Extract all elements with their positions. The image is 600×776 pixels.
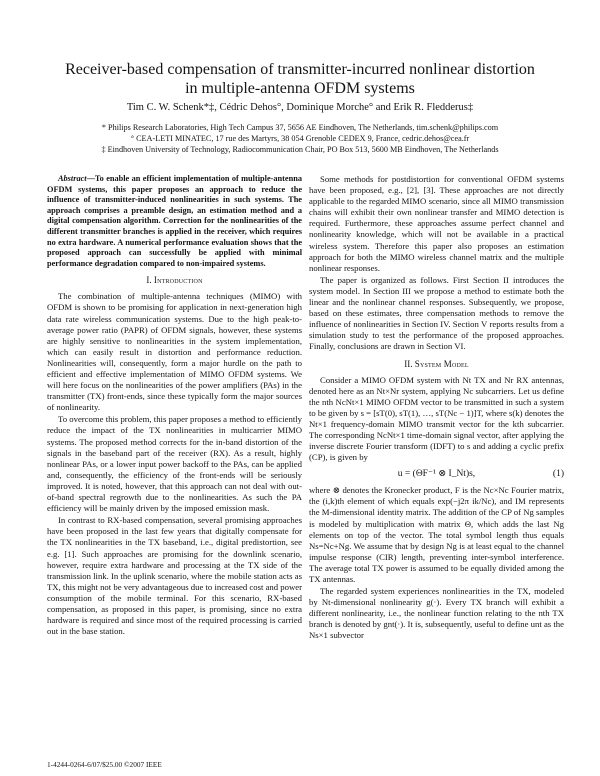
system-model-paragraph-2: where ⊗ denotes the Kronecker product, F is the Nc×Nc Fourier matrix, the (i,k)th element of which equals exp(−j2π ik/Nc), and IM represents the M-dimensional identity matrix. The addition of the CP of Ng samples is modeled by multiplication with matrix Θ, which adds the last Ng elements on top of the vector. The total symbol length thus equals Ns=Nc+Ng. We assume that by design Ng is at least equal to the channel impulse response (CIR) length, preventing inter-symbol interference. The average total TX power is assumed to be equally divided among the TX antennas. [309,485,564,584]
abstract [47,174,302,269]
affiliation-cea-leti: ° CEA-LETI MINATEC, 17 rue des Martyrs, 38 054 Grenoble CEDEX 9, France, cedric.dehos@cea.fr [130,134,470,143]
left-column [47,174,302,637]
intro-paragraph-1: The combination of multiple-antenna techniques (MIMO) with OFDM is shown to be promising for application in next-generation high data rate wireless communication systems. Due to the high peak-to-average power ratio (PAPR) of OFDM signals, however, these systems are highly sensitive to nonlinearities in the system implementation, which can easily result in distortion and performance reduction. Nonlinearities will, consequently, form a major hurdle on the path to efficient and effective implementation of MIMO OFDM systems. We will here focus on the nonlinearities of the power amplifiers (PAs) in the transmitter (TX) front-ends, since these typically form the major sources of nonlinearity. [47,291,302,413]
copyright-footer: 1-4244-0264-6/07/$25.00 ©2007 IEEE [47,760,162,769]
section-number: II. [404,358,413,369]
equation-1 [309,468,564,480]
author-list: Tim C. W. Schenk*‡, Cédric Dehos°, Dominique Morche° and Erik R. Fledderus‡ [126,102,474,113]
intro-paragraph-4: Some methods for postdistortion for conventional OFDM systems have been proposed, e.g., [2], [3]. These approaches are not directly applicable to the regarded MIMO scenario, since all MIMO transmission chains will exhibit their own nonlinear transfer and MIMO detection is required. Furthermore, these approaches assume perfect channel and nonlinearity knowledge, which will not be available in a practical wireless system. Therefore this paper also proposes an estimation approach for both the MIMO wireless channel matrix and the multiple nonlinear responses. [309,174,564,273]
affiliation-tue: ‡ Eindhoven University of Technology, Radiocommunication Chair, PO Box 513, 5600 MB Eindhoven, The Netherlands [101,145,499,154]
affiliation-philips: * Philips Research Laboratories, High Tech Campus 37, 5656 AE Eindhoven, The Netherlands, tim.schenk@philips.com [101,123,499,132]
section-heading-introduction [47,275,302,286]
system-model-paragraph-1: Consider a MIMO OFDM system with Nt TX and Nr RX antennas, denoted here as an Nt×Nr system, applying Nc subcarriers. Let us define the nth NcNt×1 MIMO OFDM vector to be transmitted in such a system to be given by s = [sT(0), sT(1), …, sT(Nc − 1)]T, where s(k) denotes the Nt×1 frequency-domain MIMO transmit vector for the kth subcarrier. The corresponding NcNt×1 time-domain signal vector, after applying the inverse discrete Fourier transform (IDFT) to s and adding a cyclic prefix (CP), is given by [309,374,564,463]
equation-body: u = (ΘF⁻¹ ⊗ I_Nt)s, [397,469,476,480]
section-title: Introduction [153,275,203,286]
abstract-text: —To enable an efficient implementation of multiple-antenna OFDM systems, this paper proposes an approach to reduce the influence of transmitter-induced nonlinearities in such systems. The approach comprises a preamble design, an estimation method and a digital compensation algorithm. Correction for the nonlinearities of the different transmitter branches is applied in the receiver, which requires no extra hardware. A numerical performance evaluation shows that the proposed approach can successfully be applied with minimal performance degradation compared to non-impaired systems. [47,174,302,268]
section-title: System Model [414,358,469,369]
intro-paragraph-5: The paper is organized as follows. First Section II introduces the system model. In Section III we propose a method to estimate both the linear and the nonlinear channel responses. Subsequently, we propose, based on these estimates, three compensation methods to remove the influence of nonlinearities in Section IV. Section V reports results from a simulation study to test the performance of the proposed approaches. Finally, conclusions are drawn in Section VI. [309,274,564,352]
equation-number: (1) [552,469,564,480]
intro-paragraph-3: In contrast to RX-based compensation, several promising approaches have been proposed in the last few years that digitally compensate for the TX nonlinearities in the TX baseband, i.e., digital predistortion, see e.g. [1]. Such approaches are promising for the downlink scenario, however, require extra hardware and processing at the TX side of the transmission link. In the uplink scenario, where the mobile station acts as TX, this might not be very advantageous due to increased cost and power consumption of the mobile terminal. For this scenario, RX-based compensation, as proposed in this paper, is promising, since no extra hardware is required and since most of the required processing is carried out in the base station. [47,515,303,637]
intro-paragraph-2: To overcome this problem, this paper proposes a method to efficiently reduce the impact of the TX nonlinearities in multicarrier MIMO systems. The proposed method corrects for the in-band distortion of the signals in the baseband part of the receiver (RX). As a result, highly nonlinear PAs, or a lower input power backoff to the PAs, can be applied and, consequently, the efficiency of the front-ends will be seriously improved. It is noted, however, that this approach can not deal with out-of-band spectral regrowth due to the nonlinearities. As such the PA efficiency will be mainly driven by the imposed emission mask. [47,414,302,514]
system-model-paragraph-3: The regarded system experiences nonlinearities in the TX, modeled by Nt-dimensional nonlinearity g(·). Every TX branch will exhibit a different nonlinearity, i.e., the nonlinear function relating to the nth TX branch is denoted by gnt(·). It is, subsequently, useful to define unt as the Ns×1 subvector [309,586,564,641]
title-line-1: Receiver-based compensation of transmitter-incurred nonlinear distortion [65,61,535,78]
right-column [309,174,564,642]
title-line-2: in multiple-antenna OFDM systems [185,80,415,97]
section-heading-system-model [309,359,564,370]
section-number: I. [146,275,152,286]
abstract-label: Abstract [58,174,87,183]
paper-title [40,60,560,98]
